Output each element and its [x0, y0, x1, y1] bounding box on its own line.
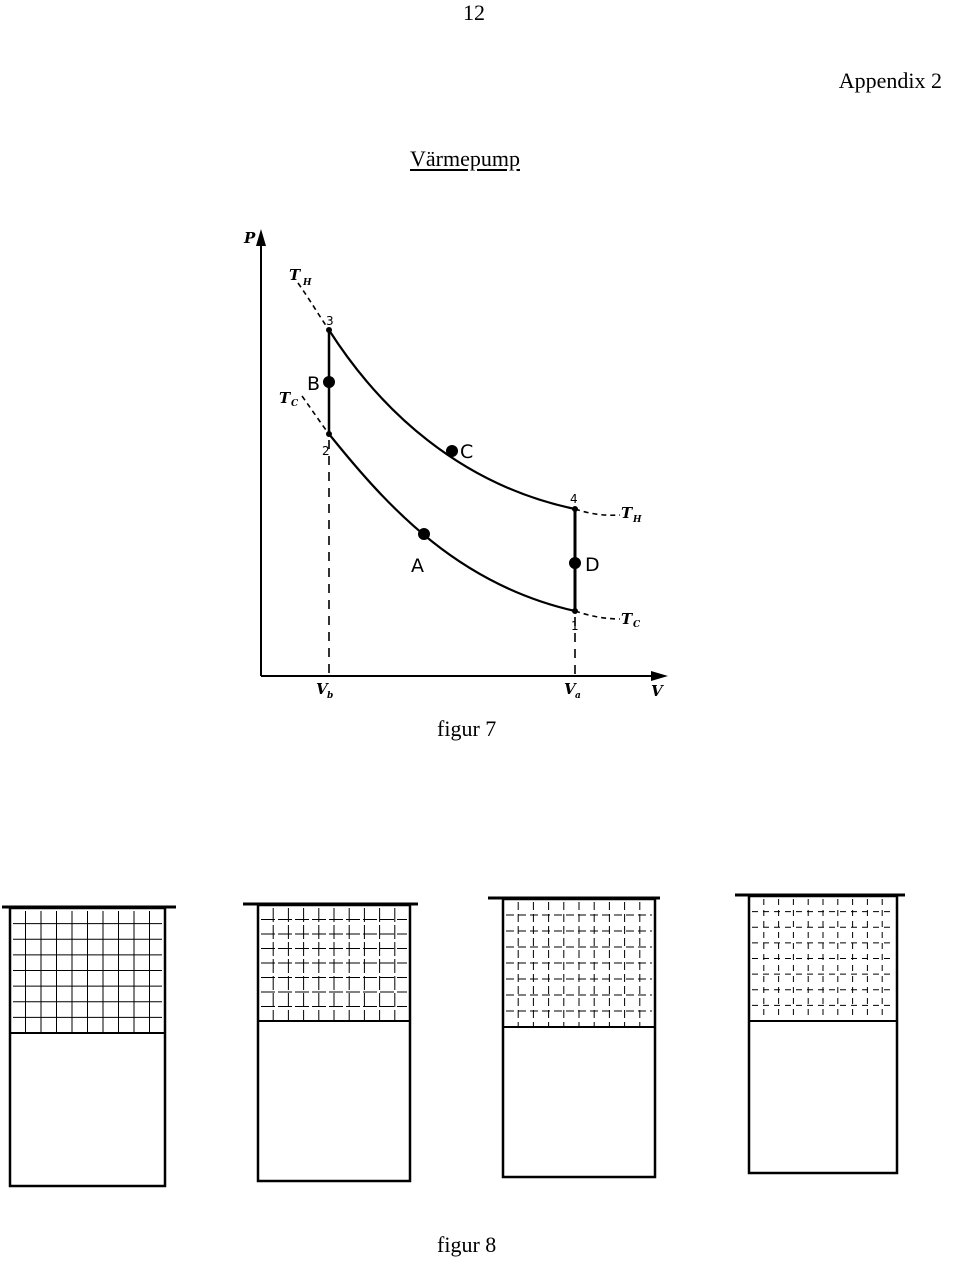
container-grid	[13, 911, 162, 1033]
container-row	[2, 895, 905, 1186]
isotherm-hot	[329, 330, 575, 509]
isotherm-cold-ext-left	[302, 396, 329, 434]
figure-8-caption: figur 8	[437, 1232, 497, 1257]
state-point-2	[327, 432, 332, 437]
process-label-d: D	[585, 554, 600, 576]
state-label-4: 4	[570, 492, 578, 506]
process-point-c	[447, 446, 458, 457]
section-title: Värmepump	[410, 146, 520, 171]
isotherm-cold	[329, 434, 575, 611]
vb-sub: b	[327, 691, 334, 701]
container-2	[243, 904, 418, 1181]
appendix-label: Appendix 2	[838, 68, 942, 93]
v-axis-label: V	[651, 682, 663, 700]
tc-sub-right: C	[633, 620, 641, 630]
tc-sub-left: C	[291, 399, 299, 409]
state-label-1: 1	[571, 619, 579, 633]
tc-label-left: T	[279, 389, 291, 407]
th-label-right: T	[621, 504, 633, 522]
v-axis-arrow	[651, 671, 668, 681]
state-label-2: 2	[322, 444, 330, 458]
container-grid	[261, 908, 407, 1021]
th-sub-right: H	[633, 515, 642, 525]
container-4	[735, 895, 905, 1173]
process-label-b: B	[307, 373, 321, 395]
figure-7-caption: figur 7	[437, 716, 497, 741]
isotherm-hot-ext-left	[298, 283, 329, 330]
p-axis-arrow	[256, 229, 266, 246]
va-sub: a	[575, 691, 581, 701]
state-point-1	[573, 609, 578, 614]
container-grid	[752, 899, 894, 1021]
container-grid	[506, 902, 652, 1027]
isotherm-hot-ext-right	[575, 509, 620, 515]
state-point-4	[573, 507, 578, 512]
isotherm-cold-ext-right	[575, 611, 620, 619]
p-axis-label: P	[244, 229, 256, 247]
state-point-3	[327, 328, 332, 333]
tc-label-right: T	[621, 610, 633, 628]
process-label-a: A	[411, 555, 424, 577]
process-label-c: C	[460, 441, 474, 463]
process-point-a	[419, 529, 430, 540]
va-label: V	[564, 680, 576, 698]
page-number: 12	[463, 0, 485, 25]
container-1	[2, 907, 176, 1186]
vb-label: V	[316, 680, 328, 698]
state-label-3: 3	[326, 314, 334, 328]
process-point-b	[324, 377, 335, 388]
process-point-d	[570, 558, 581, 569]
th-label-left: T	[289, 266, 301, 284]
th-sub-left: H	[303, 278, 312, 288]
pv-labels	[243, 229, 664, 701]
container-3	[488, 898, 660, 1177]
